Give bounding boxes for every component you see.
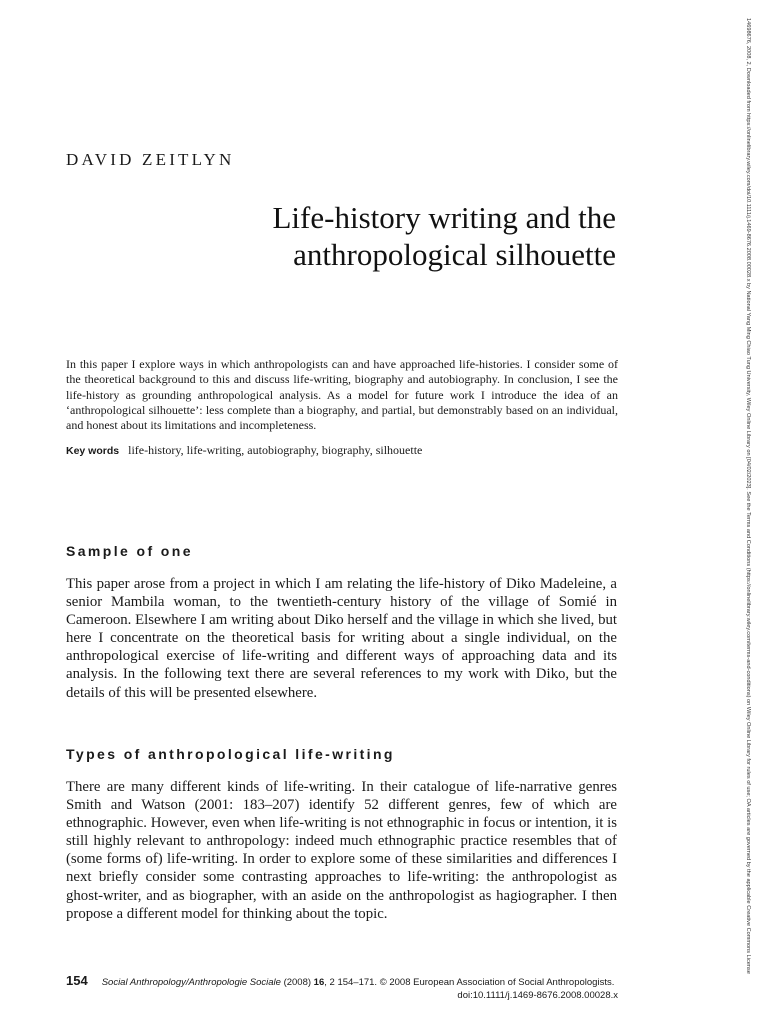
keywords-list: life-history, life-writing, autobiography, biography, silhouette [128, 443, 423, 457]
doi: doi:10.1111/j.1469-8676.2008.00028.x [457, 990, 618, 1001]
author-name: DAVID ZEITLYN [66, 150, 235, 169]
journal-issue-pages: , 2 154–171. [324, 977, 378, 988]
article-title [150, 199, 616, 273]
section-heading-types: Types of anthropological life-writing [66, 746, 395, 762]
page-footer [66, 974, 618, 1002]
section-heading-sample-of-one: Sample of one [66, 543, 193, 559]
keywords [66, 442, 618, 459]
section-paragraph-1: This paper arose from a project in which I am relating the life-history of Diko Madeleine, a senior Mambila woman, to the twentieth-century history of the village of Somié in Cameroon. Elsewhere I am writing about Diko herself and the village in which she lived, but here I concentrate on the theoretical basis for writing about a single individual, on the anthropological exercise of life-writing and different ways of approaching data and its analysis. In the following text there are several references to my work with Diko, but the details of this will be presented elsewhere. [66, 576, 617, 701]
page-number: 154 [66, 973, 88, 988]
journal-name: Social Anthropology/Anthropologie Sociale [101, 977, 281, 988]
section-paragraph-2: There are many different kinds of life-writing. In their catalogue of life-narrative genres Smith and Watson (2001: 183–207) identify 52 different genres, few of which are ethnographic. However, even when life-writing is not ethnographic in focus or intention, it is still highly relevant to anthropology: indeed much ethnographic practice resembles that of (some forms of) life-writing. In order to explore some of these similarities and differences I next briefly consider some contrasting approaches to life-writing: the anthropologist as ghost-writer, and as biographer, with an aside on the anthropologist as hagiographer. I then propose a different model for thinking about the topic. [66, 779, 617, 922]
title-line-1: Life-history writing and the [272, 200, 616, 235]
abstract: In this paper I explore ways in which anthropologists can and have approached life-histories. I consider some of the theoretical background to this and discuss life-writing, biography and autobiography. In conclusion, I see the life-history as grounding anthropological analysis. As a model for future work I introduce the idea of an ‘anthropological silhouette’: less complete than a biography, and partial, but demonstrably based on an individual, and honest about its limitations and incompleteness. [66, 357, 618, 433]
download-notice: 14698676, 2008, 2, Downloaded from https://onlinelibrary.wiley.com/doi/10.1111/j.1469-8676.2008.00028.x by National Yang Ming Chiao Tung University, Wiley Online Library on [04/02/2023]. See the Terms and Conditions (https://onlinelibrary.wiley.com/terms-and-conditions) on Wiley Online Library for rules of use; OA articles are governed by the applicable Creative Commons License [745, 18, 751, 974]
journal-volume: 16 [313, 977, 325, 988]
copyright: © 2008 European Association of Social Anthropologists. [379, 977, 615, 988]
title-line-2: anthropological silhouette [293, 237, 616, 272]
keywords-label: Key words [66, 445, 120, 457]
footer-citation-line [66, 974, 618, 989]
journal-year: (2008) [283, 977, 312, 988]
